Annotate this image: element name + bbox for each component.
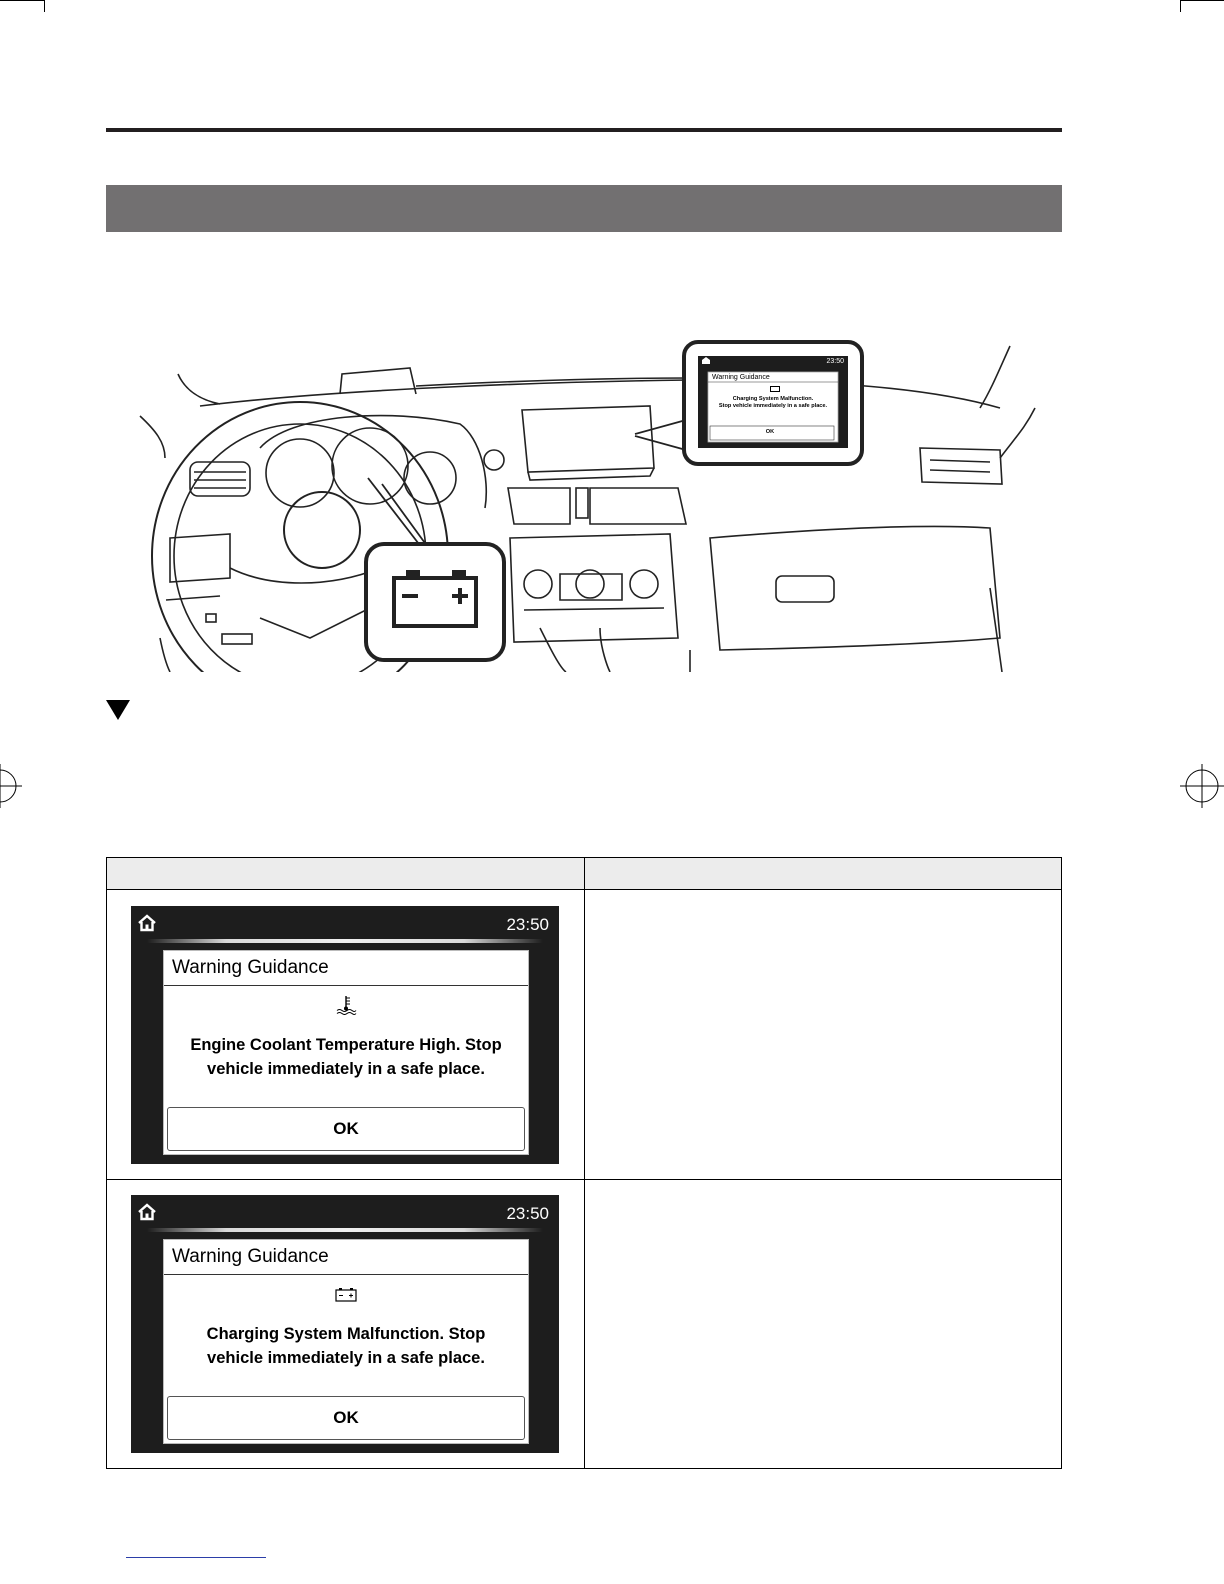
dialog-title: Warning Guidance [172, 1246, 329, 1267]
dialog-title-separator [164, 1274, 528, 1275]
footer-link-underline [126, 1557, 266, 1558]
clock-time: 23:50 [506, 915, 549, 934]
status-bar-divider [147, 939, 543, 943]
dialog-message [164, 1322, 528, 1370]
callout-screen-message-line1: Charging System Malfunction. [732, 396, 814, 402]
warning-table [106, 857, 1062, 1469]
section-heading-bar [106, 185, 1062, 232]
dialog-message [164, 1033, 528, 1081]
battery-icon [334, 1284, 358, 1304]
dashboard-illustration [130, 338, 1050, 672]
coolant-temperature-icon [334, 995, 358, 1015]
home-icon[interactable] [137, 1202, 157, 1222]
crop-mark-top-right-vertical [1180, 0, 1181, 12]
table-column-divider [584, 858, 585, 1468]
warning-dialog [163, 950, 529, 1155]
coolant-warning-screen [131, 906, 559, 1164]
header-rule [106, 128, 1062, 132]
dialog-message-line1: Engine Coolant Temperature High. Stop [190, 1036, 502, 1054]
section-marker-triangle [106, 700, 130, 720]
dialog-message-line2: vehicle immediately in a safe place. [207, 1060, 485, 1078]
charging-warning-screen [131, 1195, 559, 1453]
ok-button[interactable]: OK [167, 1107, 525, 1151]
dialog-message-line2: vehicle immediately in a safe place. [207, 1349, 485, 1367]
crop-mark-top-left-vertical [44, 0, 45, 12]
crop-mark-top-left [0, 0, 44, 1]
status-bar-divider [147, 1228, 543, 1232]
warning-dialog [163, 1239, 529, 1444]
callout-screen-title: Warning Guidance [712, 374, 770, 381]
ok-button[interactable]: OK [167, 1396, 525, 1440]
registration-mark-right [1180, 764, 1224, 808]
crop-mark-top-right [1180, 0, 1224, 1]
dialog-title: Warning Guidance [172, 957, 329, 978]
callout-screen-time: 23:50 [826, 358, 844, 365]
clock-time: 23:50 [506, 1204, 549, 1223]
home-icon[interactable] [137, 913, 157, 933]
callout-screen-ok: OK [765, 429, 775, 435]
dialog-message-line1: Charging System Malfunction. Stop [206, 1325, 486, 1343]
dialog-title-separator [164, 985, 528, 986]
registration-mark-left [0, 764, 22, 808]
table-row-divider [107, 1179, 1061, 1180]
callout-screen [698, 356, 848, 448]
callout-screen-message-line2: Stop vehicle immediately in a safe place. [718, 403, 828, 409]
callout-screen-icon [770, 386, 780, 392]
callout-screen-message [708, 396, 838, 410]
